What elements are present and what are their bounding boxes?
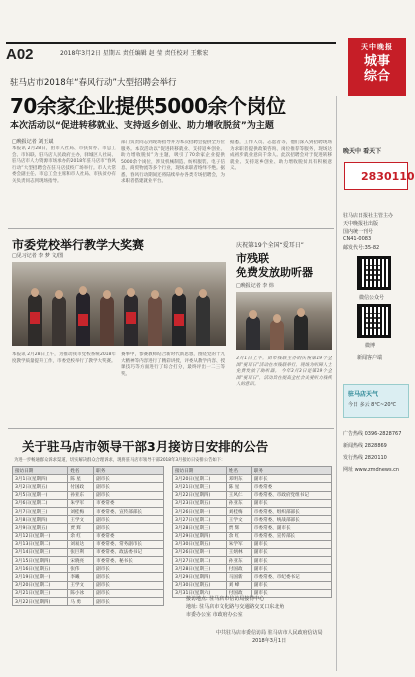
ann-note-4: 中共驻马店市委信访局 驻马店市人民政府信访局 <box>216 630 323 636</box>
table-cell: 市委常委、市政府党组书记 <box>251 491 331 499</box>
table-row <box>13 557 164 565</box>
table-header-cell: 职务 <box>251 467 331 475</box>
table-cell: 副市长 <box>94 565 164 573</box>
school-col-1: 本报讯 2月28日上午，为推动我市党校系统2018年度教学质量提升工作，市委党校举行了教学大奖赛。 <box>12 352 116 364</box>
table-row <box>13 540 164 548</box>
anniv-kicker: 庆祝第19个全国“爱耳日” <box>236 242 304 249</box>
table-cell: 副市长 <box>94 483 164 491</box>
table-cell: 副市长 <box>251 589 331 597</box>
table-cell: 3月21日(星期三) <box>173 483 227 491</box>
table-cell: 副市长 <box>94 491 164 499</box>
qr-label-2: 微博 <box>365 343 376 349</box>
anniv-photo <box>236 292 332 350</box>
table-cell: 孙亚东 <box>226 557 251 565</box>
lead-divider <box>8 228 334 229</box>
table-row <box>173 581 332 589</box>
table-cell: 3月22日(星期四) <box>173 491 227 499</box>
table-cell: 市委常委、宣传部部长 <box>94 507 164 515</box>
table-cell: 孙亚东 <box>68 491 94 499</box>
table-cell: 刘易达 <box>68 540 94 548</box>
side-hotline-box <box>344 162 415 190</box>
header-meta: 2018年3月2日 星期五 责任编辑 赵 莹 责任校对 王紫宏 <box>60 50 209 57</box>
ann-divider <box>8 428 334 429</box>
table-cell: 3月29日(星期四) <box>173 532 227 540</box>
lead-subhead: 本次活动以“促进转移就业、支持返乡创业、助力增收脱贫”为主题 <box>10 121 274 131</box>
table-cell: 副市长 <box>251 581 331 589</box>
table-cell: 副市长 <box>94 516 164 524</box>
school-photo <box>12 262 226 346</box>
table-cell: 3月19日(星期一) <box>13 573 68 581</box>
table-cell: 副市长 <box>251 540 331 548</box>
table-cell: 3月8日(星期四) <box>13 516 68 524</box>
side-contact-line: 网址 www.zmdnews.cn <box>343 467 400 473</box>
table-row <box>13 499 164 507</box>
table-cell: 3月1日(星期四) <box>13 475 68 483</box>
table-cell: 副市长 <box>94 581 164 589</box>
table-row <box>173 491 332 499</box>
table-cell: 副市长 <box>251 499 331 507</box>
lead-col-1: 本报讯 2月28日，由市人社局、市扶贫办、市总工会、市妇联、驻马店人民政府主办，驿城区人社局、驻马店市人力资源市场承办的2018年驻马店市“春风行动”大型招聘会在驻马店技校广场举行。市人大常委会副主任、市总工会主席和市人社局、市扶贫办有关负责同志到现场指导。 <box>12 146 116 184</box>
table-cell: 王学文 <box>68 516 94 524</box>
side-address-1: 驻马店日报社主管主办 <box>343 213 394 219</box>
side-address-2: 天中晚报社出版 <box>343 221 379 227</box>
table-cell: 副市长 <box>94 524 164 532</box>
table-cell: 马国新 <box>226 573 251 581</box>
side-hotline-number: 2830110 <box>361 170 415 183</box>
table-row <box>13 524 164 532</box>
left-header-row <box>13 467 164 475</box>
table-cell: 付国政 <box>226 589 251 597</box>
table-cell: 王学文 <box>226 516 251 524</box>
ann-note-2: 地址: 驻马店市文化路与交通路交叉口东北角 <box>186 604 285 610</box>
anniv-title-2: 免费发放助听器 <box>236 266 313 279</box>
school-byline: □见习记者 李 梦 文/图 <box>12 253 64 259</box>
table-cell: 市委常委、市纪委书记 <box>251 573 331 581</box>
table-cell: 3月26日(星期一) <box>173 507 227 515</box>
section-brand <box>348 38 406 96</box>
qr-label-1: 微信公众号 <box>359 295 385 301</box>
side-divider <box>336 96 337 671</box>
side-contact-line: 发行热线 2820110 <box>343 455 387 461</box>
table-cell: 余 红 <box>226 532 251 540</box>
table-header-cell: 接访日期 <box>173 467 227 475</box>
section-name: 城事 综合 <box>363 54 390 84</box>
table-header-cell: 接访日期 <box>13 467 68 475</box>
table-header-cell: 姓名 <box>226 467 251 475</box>
table-cell: 3月16日(星期五) <box>13 565 68 573</box>
table-cell: 副市长 <box>94 573 164 581</box>
side-contact-line: 广告热线 0396-2828767 <box>343 431 402 437</box>
ann-note-1: 接访地点: 驻马店市信访局接待中心 <box>186 596 265 602</box>
table-cell: 3月7日(星期三) <box>13 507 68 515</box>
table-cell: 孙亚东 <box>226 499 251 507</box>
table-cell: 陈小冰 <box>68 589 94 597</box>
table-row <box>13 565 164 573</box>
table-header-cell: 职务 <box>94 467 164 475</box>
table-row <box>173 499 332 507</box>
table-cell: 3月29日(星期四) <box>173 573 227 581</box>
table-row <box>173 524 332 532</box>
table-cell: 3月27日(星期二) <box>173 557 227 565</box>
lead-col-2: 部门负责同志到现场指导并为本次招聘会提供全方位服务。本次活动以“促进转移就业、支持返乡创业、助力增收脱贫”为主题，吸引了70余家企业提供5000余个岗位，涉及机械制造、纺织服装、电子信息、商贸物流等多个行业，现场求职者络绎不绝。据悉，春风行动期间还将陆续举办各类专场招聘会，为求职者搭建就业平台。 <box>121 140 225 184</box>
lead-kicker: 驻马店市2018年“春风行动”大型招聘会举行 <box>10 78 177 88</box>
table-cell: 市委常委、统战部部长 <box>251 516 331 524</box>
table-cell: 王风仁 <box>226 491 251 499</box>
ann-note-3: 市委办公室 市政府办公室 <box>186 612 243 618</box>
table-cell: 3月27日(星期二) <box>173 516 227 524</box>
table-cell: 陈 星 <box>226 483 251 491</box>
side-address-5: 邮发代号:35-82 <box>343 245 380 251</box>
table-cell: 市委常委、组织部部长 <box>251 507 331 515</box>
table-cell: 3月6日(星期二) <box>13 499 68 507</box>
anniv-body-2: 今年3月3日是第19个全国“爱耳日”，活动旨在提高全社会关爱听力残疾人的意识。 <box>236 369 332 387</box>
brand-title: 天中晚报 <box>361 43 393 51</box>
table-row <box>13 516 164 524</box>
table-cell: 朱学军 <box>226 540 251 548</box>
table-cell: 副市长 <box>94 589 164 597</box>
table-cell: 3月15日(星期四) <box>13 557 68 565</box>
anniv-title-1: 市残联 <box>236 252 269 265</box>
table-cell: 3月23日(星期五) <box>173 499 227 507</box>
table-row <box>173 507 332 515</box>
announcement-subtitle: 为进一步畅通群众诉求渠道，切实解决群众合理诉求，现将驻马店市领导干部2018年3月接访日安排公告如下： <box>14 458 226 463</box>
table-cell: 王炳林 <box>226 548 251 556</box>
table-cell: 3月20日(星期二) <box>173 475 227 483</box>
table-row <box>173 516 332 524</box>
table-row <box>13 483 164 491</box>
table-row <box>173 548 332 556</box>
table-cell: 3月9日(星期五) <box>13 524 68 532</box>
lead-byline: □晚报记者 刘玉斌 <box>12 139 54 145</box>
ann-note-5: 2018年3月1日 <box>252 638 287 644</box>
table-cell: 3月28日(星期三) <box>173 524 227 532</box>
qr-label-3: 新闻客户端 <box>357 355 383 361</box>
weather-line: 今日 多云 8℃~20℃ <box>348 402 397 408</box>
table-row <box>13 507 164 515</box>
table-cell: 市委常委 <box>251 483 331 491</box>
table-cell: 市委常委 <box>94 499 164 507</box>
table-row <box>173 532 332 540</box>
page-number: A02 <box>6 46 34 63</box>
table-cell: 3月12日(星期一) <box>13 532 68 540</box>
qr-code-weibo <box>357 304 391 338</box>
weather-box <box>343 384 409 418</box>
table-cell: 3月14日(星期三) <box>13 548 68 556</box>
table-cell: 邓明东 <box>226 475 251 483</box>
table-cell: 余 红 <box>68 532 94 540</box>
table-cell: 市委常委、常务副市长 <box>94 540 164 548</box>
table-header-cell: 姓名 <box>68 467 94 475</box>
table-cell: 付国政 <box>226 565 251 573</box>
school-title: 市委党校举行教学大奖赛 <box>12 238 145 252</box>
table-cell: 3月31日(星期六) <box>173 589 227 597</box>
table-row <box>173 565 332 573</box>
table-row <box>173 540 332 548</box>
table-cell: 刘桂梅 <box>68 507 94 515</box>
schedule-table-right <box>172 466 332 598</box>
table-cell: 3月21日(星期三) <box>13 589 68 597</box>
announcement-title: 关于驻马店市领导干部3月接访日安排的公告 <box>22 439 269 454</box>
table-row <box>173 557 332 565</box>
table-row <box>173 573 332 581</box>
table-cell: 副市长 <box>251 565 331 573</box>
table-cell: 3月28日(星期三) <box>173 565 227 573</box>
table-cell: 贾 辉 <box>68 524 94 532</box>
table-row <box>13 573 164 581</box>
table-cell: 王学文 <box>68 581 94 589</box>
anniv-body <box>236 356 332 418</box>
table-cell: 宋晓亮 <box>68 557 94 565</box>
schedule-table-left <box>12 466 164 606</box>
table-cell: 3月5日(星期一) <box>13 491 68 499</box>
anniv-body-1: 3月1日上午，由市残联主办的庆祝第19个全国“爱耳日”活动在市残联举行，现场为听障人士免费发放了助听器。 <box>236 356 332 374</box>
table-cell: 刘 峰 <box>226 581 251 589</box>
table-cell: 3月13日(星期二) <box>13 540 68 548</box>
header-rule <box>6 42 336 44</box>
right-header-row <box>173 467 332 475</box>
table-row <box>173 483 332 491</box>
table-cell: 陈 星 <box>68 475 94 483</box>
table-cell: 张伟 <box>68 565 94 573</box>
table-row <box>13 581 164 589</box>
table-cell: 副市长 <box>251 557 331 565</box>
side-address-4: CN41-0083 <box>343 236 372 242</box>
table-cell: 张巨利 <box>68 548 94 556</box>
table-cell: 刘桂梅 <box>226 507 251 515</box>
table-cell: 3月30日(星期五) <box>173 540 227 548</box>
table-row <box>173 475 332 483</box>
side-banner: 晚天中 看天下 <box>343 148 382 155</box>
anniv-byline: □晚报记者 李 炜 <box>236 283 274 289</box>
table-cell: 3月22日(星期四) <box>13 598 68 606</box>
table-cell: 副市长 <box>251 475 331 483</box>
table-cell: 市委常委、政法委书记 <box>94 548 164 556</box>
table-cell: 市委常委、副市长 <box>251 524 331 532</box>
lead-col-3: 据悉，工作人员、志愿者等，他们深入到招聘现场为求职者提供政策咨询、岗位推荐等服务，现场达成初步就业意向千余人。此次招聘会对于促进转移就业、支持返乡创业、助力增收脱贫具有积极意义。 <box>230 140 332 171</box>
table-cell: 市委常委 <box>94 532 164 540</box>
table-cell: 市委常委、宣传部长 <box>251 532 331 540</box>
table-row <box>13 532 164 540</box>
table-row <box>13 598 164 606</box>
table-cell: 李曦 <box>68 573 94 581</box>
table-row <box>13 589 164 597</box>
table-cell: 市委常委、秘书长 <box>94 557 164 565</box>
table-cell: 马 勇 <box>68 598 94 606</box>
table-cell: 3月20日(星期二) <box>13 581 68 589</box>
table-cell: 副市长 <box>94 475 164 483</box>
table-cell: 副市长 <box>251 548 331 556</box>
table-cell: 贾 辉 <box>226 524 251 532</box>
table-cell: 付国政 <box>68 483 94 491</box>
school-col-2: 赛事中，参赛教师结合新时代新思想，围绕党的十九大精神等内容进行了精彩讲授，评委从教学内容、授课技巧等方面进行了综合打分，最终评出一二三等奖。 <box>121 352 225 377</box>
lead-headline: 70余家企业提供5000余个岗位 <box>10 94 286 118</box>
table-row <box>13 548 164 556</box>
side-contact-line: 新闻热线 2828869 <box>343 443 387 449</box>
table-row <box>13 491 164 499</box>
side-address-3: 国内统一刊号 <box>343 229 374 235</box>
qr-code-wechat <box>357 256 391 290</box>
table-cell: 朱学军 <box>68 499 94 507</box>
table-cell: 副市长 <box>94 598 164 606</box>
table-cell: 3月26日(星期一) <box>173 548 227 556</box>
weather-title: 驻马店天气 <box>348 391 379 398</box>
table-cell: 3月30日(星期五) <box>173 581 227 589</box>
table-row <box>13 475 164 483</box>
table-cell: 3月2日(星期五) <box>13 483 68 491</box>
